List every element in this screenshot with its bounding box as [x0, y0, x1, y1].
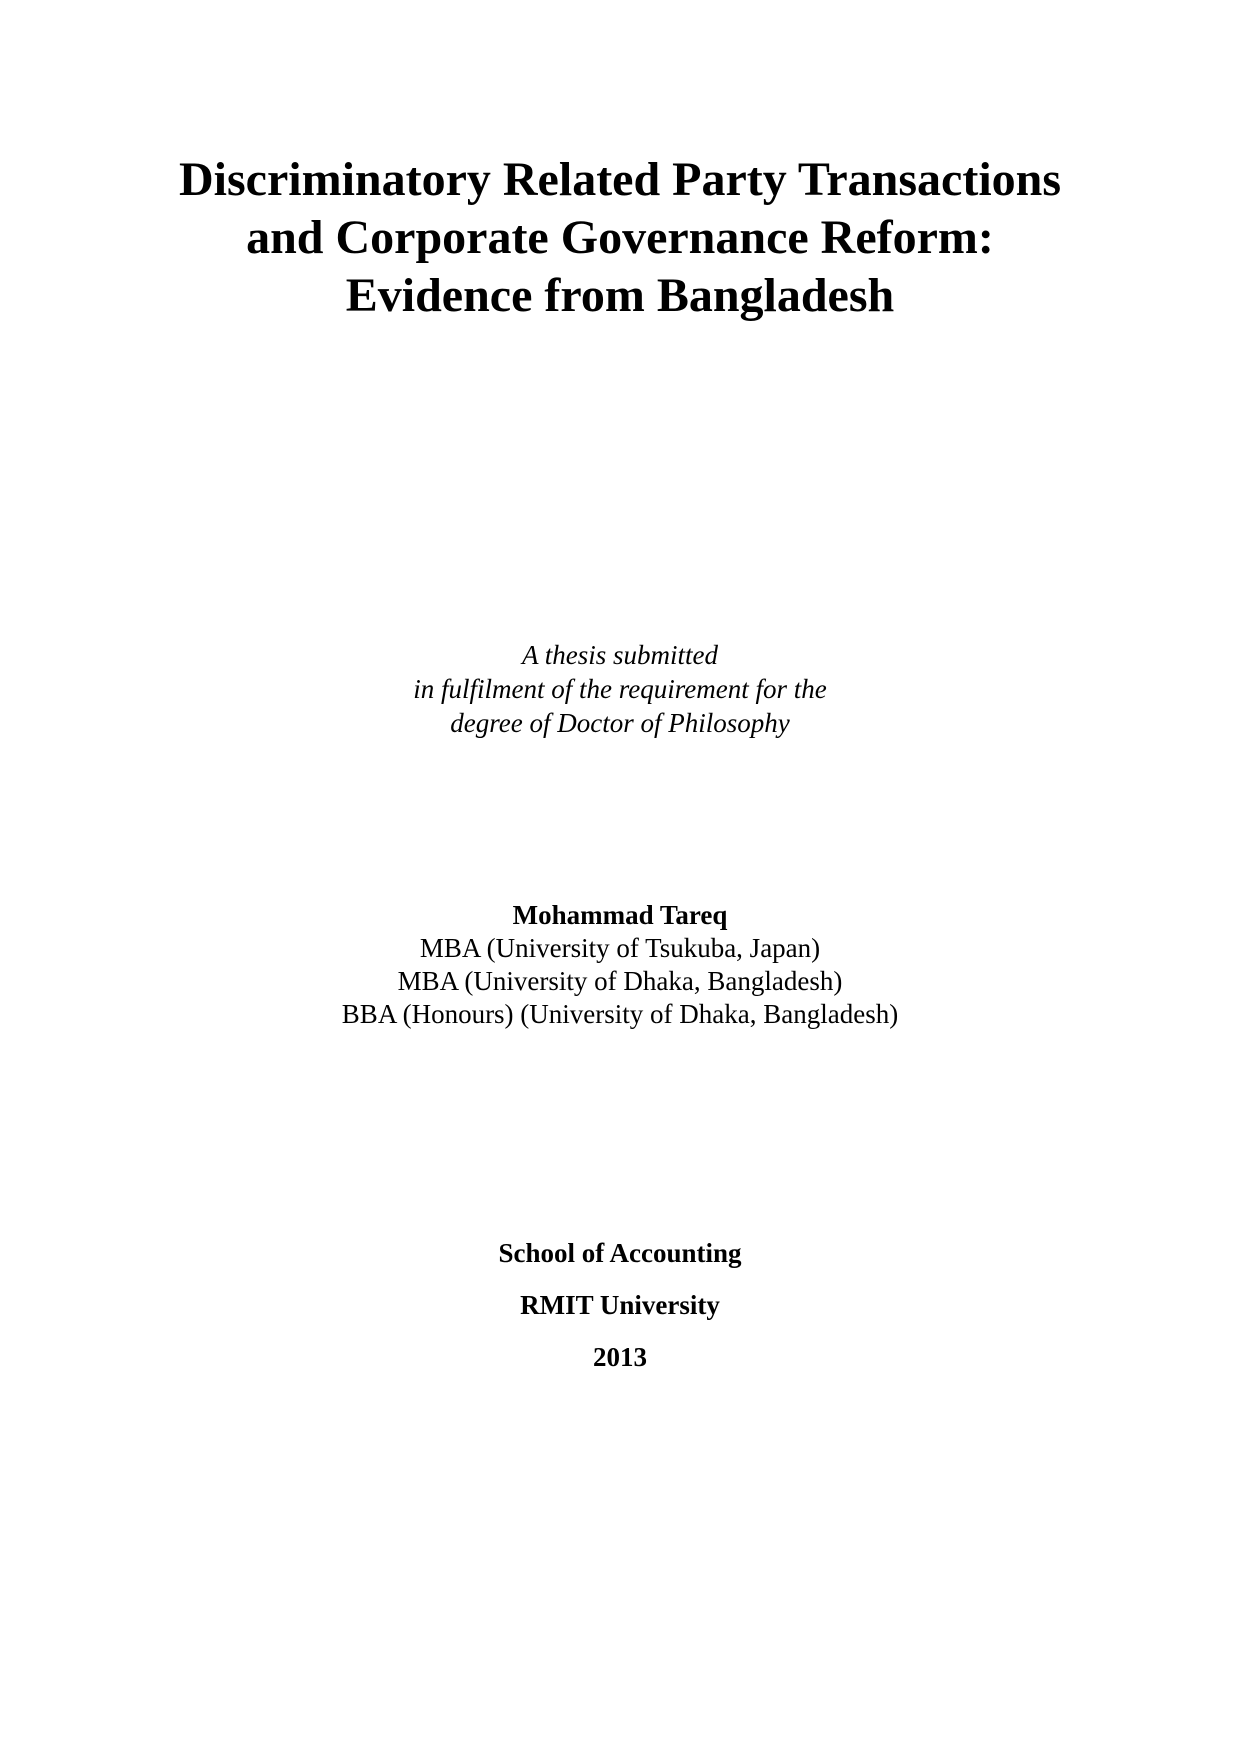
thesis-title	[0, 151, 1240, 325]
submission-statement	[0, 638, 1240, 740]
submission-line: A thesis submitted	[521, 640, 718, 670]
author-name: Mohammad Tareq	[512, 900, 728, 930]
institution-block	[0, 1236, 1240, 1392]
university-name: RMIT University	[520, 1290, 720, 1320]
title-line: and Corporate Governance Reform:	[246, 211, 994, 264]
author-degree: BBA (Honours) (University of Dhaka, Bangladesh)	[341, 999, 899, 1029]
submission-line: degree of Doctor of Philosophy	[450, 708, 790, 738]
submission-year: 2013	[593, 1342, 647, 1372]
author-degree: MBA (University of Tsukuba, Japan)	[419, 933, 821, 963]
title-line: Discriminatory Related Party Transactions	[178, 153, 1062, 206]
title-line: Evidence from Bangladesh	[345, 269, 895, 322]
author-block	[0, 899, 1240, 1031]
author-degree: MBA (University of Dhaka, Bangladesh)	[397, 966, 843, 996]
submission-line: in fulfilment of the requirement for the	[413, 674, 827, 704]
school-name: School of Accounting	[498, 1238, 742, 1268]
